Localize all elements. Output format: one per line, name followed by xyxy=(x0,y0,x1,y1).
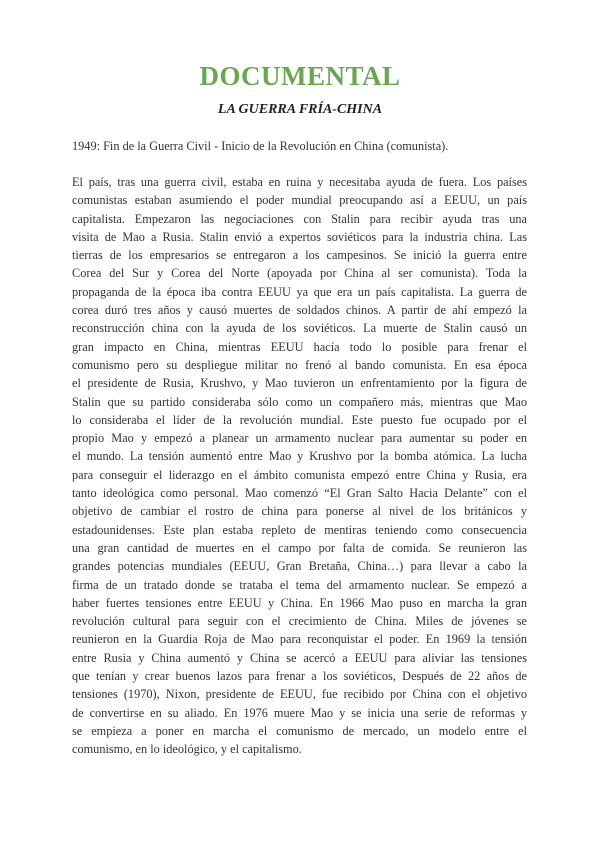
body-line: propaganda de la época iba contra EEUU ya que era un país capitalista. La guerra de xyxy=(72,284,527,299)
body-line: grandes potencias mundiales (EEUU, Gran Bretaña, China…) para llevar a cabo la xyxy=(72,559,527,574)
body-line: se empieza a poner en marcha el comunismo de mercado, un modelo entre el xyxy=(72,723,527,738)
body-line: Corea del Sur y Corea del Norte (apoyada por China al ser comunista). Toda la xyxy=(72,266,527,281)
body-line: corea duró tres años y causó muertes de soldados chinos. A partir de ahí empezó la xyxy=(72,303,527,318)
body-line: comunistas estaban asumiendo el poder mundial preocupando así a EEUU, un país xyxy=(72,193,527,208)
body-line: comunismo pero su despliegue militar no frenó al bando comunista. En esa época xyxy=(72,357,527,372)
body-line: capitalista. Empezaron las negociaciones con Stalin para recibir ayuda tras una xyxy=(72,211,527,226)
body-paragraph xyxy=(72,173,527,759)
body-line: tanto ideológica como personal. Mao comenzó “El Gran Salto Hacia Delante” con el xyxy=(72,486,527,501)
body-line: tierras de los empresarios se entregaron a los campesinos. Se inició la guerra entre xyxy=(72,248,527,263)
body-line: que tenían y crear buenos lazos para frenar a los soviéticos, Después de 22 años de xyxy=(72,669,527,684)
body-line: el mundo. La tensión aumentó entre Mao y Krushvo por la bomba atómica. La lucha xyxy=(72,449,527,464)
document-title: DOCUMENTAL xyxy=(199,61,401,91)
body-line: visita de Mao a Rusia. Stalin envió a expertos soviéticos para la industria china. Las xyxy=(72,229,527,244)
body-line: entre Rusia y China aumentó y China se acercó a EEUU para aliviar las tensiones xyxy=(72,650,527,665)
document-subtitle: LA GUERRA FRÍA-CHINA xyxy=(217,102,383,117)
body-line: comunismo, en lo ideológico, y el capitalismo. xyxy=(72,742,302,757)
body-line: propio Mao y empezó a planear un armamento nuclear para aumentar su poder en xyxy=(72,431,527,446)
body-line: gran impacto en China, mientras EEUU hacía todo lo posible para frenar el xyxy=(72,339,527,354)
body-line: firma de un tratado donde se trataba el tema del armamento nuclear. Se empezó a xyxy=(72,577,527,592)
body-line: reunieron en la Guardia Roja de Mao para reconquistar el poder. En 1969 la tensión xyxy=(72,632,527,647)
intro-line: 1949: Fin de la Guerra Civil - Inicio de la Revolución en China (comunista). xyxy=(72,139,449,153)
body-line: una gran cantidad de muertes en el campo por falta de comida. Se reunieron las xyxy=(72,540,527,555)
body-line: estadounidenses. Este plan estaba repleto de mentiras teniendo como consecuencia xyxy=(72,522,527,537)
body-line: tensiones (1970), Nixon, presidente de EEUU, fue recibido por China con el objetivo xyxy=(72,687,527,702)
body-line: objetivo de cambiar el rostro de china para ponerse al nivel de los británicos y xyxy=(72,504,527,519)
body-line: reconstrucción china con la ayuda de los soviéticos. La muerte de Stalin causó un xyxy=(72,321,527,336)
body-line: haber fuertes tensiones entre EEUU y China. En 1966 Mao puso en marcha la gran xyxy=(72,595,527,610)
body-line: el presidente de Rusia, Krushvo, y Mao tuvieron un enfrentamiento por la figura de xyxy=(72,376,527,391)
body-line: Stalin que su partido consideraba sólo como un compañero más, mientras que Mao xyxy=(72,394,527,409)
body-line: revolución cultural para seguir con el crecimiento de China. Miles de jóvenes se xyxy=(72,614,527,629)
body-line: El país, tras una guerra civil, estaba en ruina y necesitaba ayuda de fuera. Los países xyxy=(72,175,527,189)
body-line: de convertirse en su aliado. En 1976 muere Mao y se inicia una serie de reformas y xyxy=(72,705,527,720)
body-line: lo consideraba el líder de la revolución mundial. Este puesto fue ocupado por el xyxy=(72,412,527,427)
body-line: para conseguir el liderazgo en el ámbito comunista empezó entre China y Rusia, era xyxy=(72,467,527,482)
